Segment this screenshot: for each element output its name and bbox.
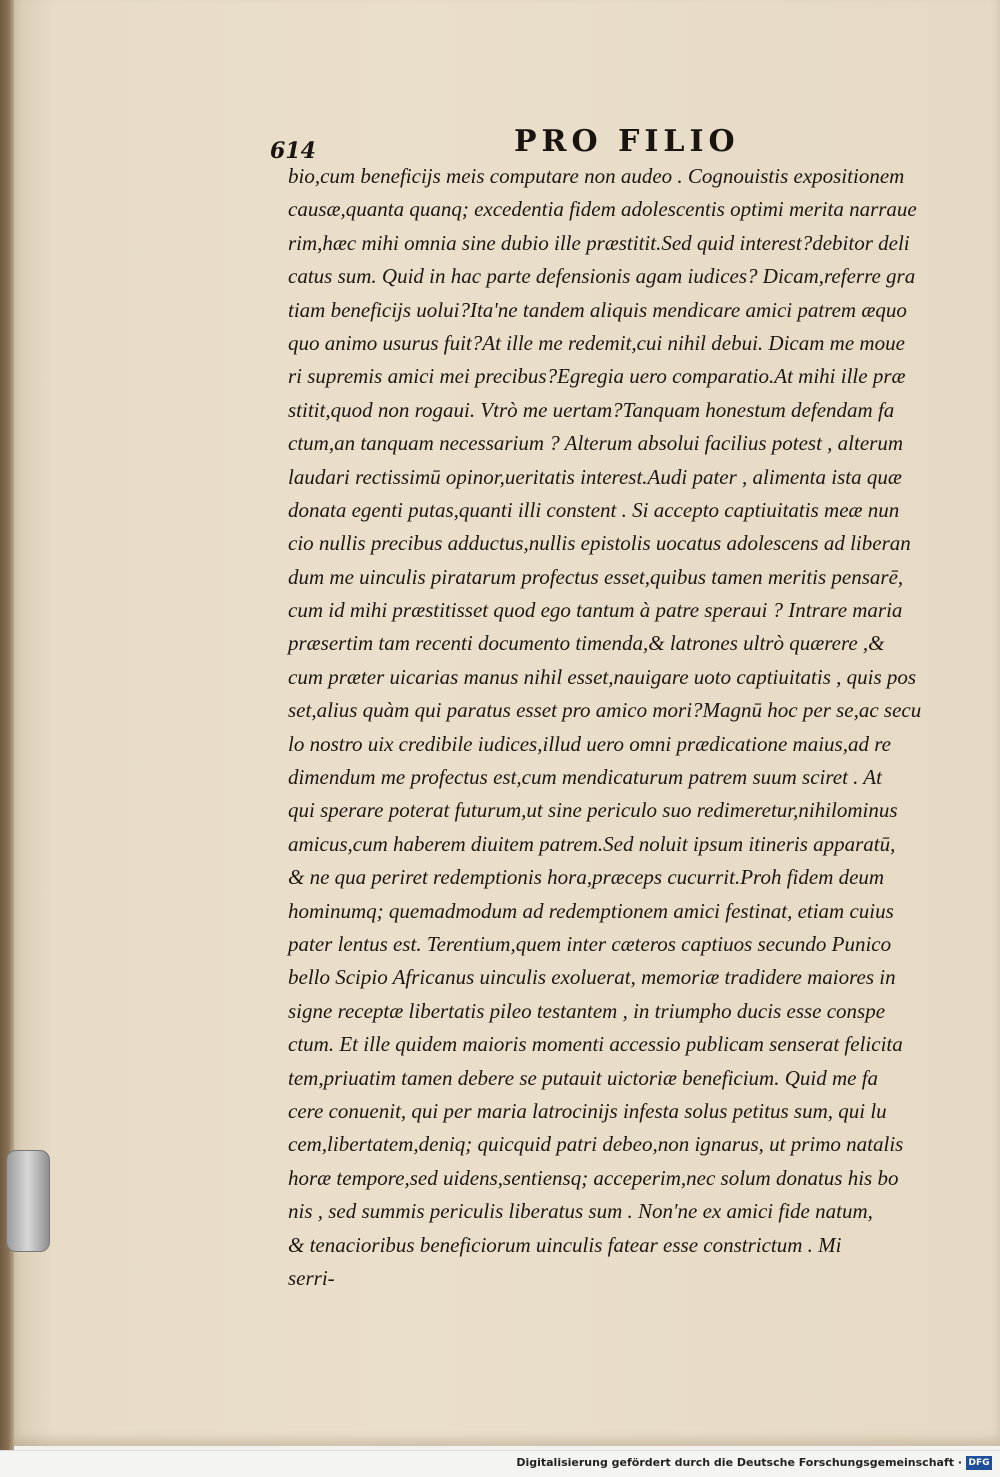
text-line: & tenacioribus beneficiorum uinculis fatear esse constrictum . Mi	[288, 1232, 842, 1257]
text-line: & ne qua periret redemptionis hora,præceps cucurrit.Proh fidem deum	[288, 865, 885, 890]
text-line: signe receptæ libertatis pileo testantem , in triumpho ducis esse conspe	[288, 998, 886, 1023]
text-line: ri supremis amici mei precibus?Egregia uero comparatio.At mihi ille præ	[288, 364, 906, 389]
text-line: bio,cum beneficijs meis computare non audeo . Cognouistis expositionem	[288, 164, 905, 188]
text-line: pater lentus est. Terentium,quem inter cæteros captiuos secundo Punico	[288, 931, 892, 956]
dfg-logo: DFG	[966, 1456, 992, 1470]
text-line: tem,priuatim tamen debere se putauit uictoriæ beneficium. Quid me fa	[288, 1065, 879, 1090]
footer-bar	[0, 1450, 1000, 1477]
text-line: set,alius quàm qui paratus esset pro amico mori?Magnū hoc per se,ac secu	[288, 698, 922, 723]
text-line: lo nostro uix credibile iudices,illud uero omni prædicatione maius,ad re	[288, 731, 891, 756]
text-line: cio nullis precibus adductus,nullis epistolis uocatus adolescens ad liberan	[288, 531, 911, 556]
text-line: cere conuenit, qui per maria latrocinijs infesta solus petitus sum, qui lu	[288, 1098, 887, 1123]
text-line: nis , sed summis periculis liberatus sum . Non'ne ex amici fide natum,	[288, 1199, 873, 1224]
text-line: præsertim tam recenti documento timenda,& latrones ultrò quærere ,&	[288, 631, 885, 656]
text-line: donata egenti putas,quanti illi constent . Si accepto captiuitatis meæ nun	[288, 497, 900, 522]
text-line: serri-	[288, 1265, 335, 1290]
page-header	[0, 122, 1000, 162]
text-line: laudari rectissimū opinor,ueritatis interest.Audi pater , alimenta ista quæ	[288, 464, 902, 489]
text-line: cum id mihi præstitisset quod ego tantum à patre speraui ? Intrare maria	[288, 598, 903, 623]
text-line: cem,libertatem,deniq; quicquid patri debeo,non ignarus, ut primo natalis	[288, 1132, 904, 1157]
text-line: quo animo usurus fuit?At ille me redemit,cui nihil debui. Dicam me moue	[288, 330, 905, 355]
text-line: hominumq; quemadmodum ad redemptionem amici festinat, etiam cuius	[288, 898, 894, 923]
text-line: tiam beneficijs uolui?Ita'ne tandem aliquis mendicare amici patrem æquo	[288, 297, 907, 322]
text-line: ctum,an tanquam necessarium ? Alterum absolui facilius potest , alterum	[288, 431, 903, 456]
text-line: cum præter uicarias manus nihil esset,nauigare uoto captiuitatis , quis pos	[288, 664, 917, 689]
text-line: horæ tempore,sed uidens,sentiensq; acceperim,nec solum donatus his bo	[288, 1165, 899, 1190]
text-line: qui sperare poterat futurum,ut sine periculo suo redimeretur,nihilominus	[288, 798, 898, 823]
text-line: dimendum me profectus est,cum mendicaturum patrem suum sciret . At	[288, 765, 882, 790]
text-line: dum me uinculis piratarum profectus esset,quibus tamen meritis pensarē,	[288, 564, 904, 589]
text-line: bello Scipio Africanus uinculis exoluerat, memoriæ tradidere maiores in	[288, 965, 896, 990]
running-head: PRO FILIO	[514, 124, 740, 159]
text-line: catus sum. Quid in hac parte defensionis agam iudices? Dicam,referre gra	[288, 264, 916, 289]
page-number: 614	[270, 138, 316, 164]
text-line: rim,hæc mihi omnia sine dubio ille præstitit.Sed quid interest?debitor deli	[288, 230, 910, 255]
funding-note: Digitalisierung gefördert durch die Deutsche Forschungsgemeinschaft ·	[516, 1456, 962, 1469]
text-line: stitit,quod non rogaui. Vtrò me uertam?Tanquam honestum defendam fa	[288, 397, 895, 422]
text-line: amicus,cum haberem diuitem patrem.Sed noluit ipsum itineris apparatū,	[288, 831, 896, 856]
body-text	[288, 160, 968, 1295]
text-line: ctum. Et ille quidem maioris momenti accessio publicam senserat felicita	[288, 1032, 903, 1057]
page-clip	[6, 1150, 50, 1252]
text-line: causæ,quanta quanq; excedentia fidem adolescentis optimi merita narraue	[288, 197, 917, 222]
